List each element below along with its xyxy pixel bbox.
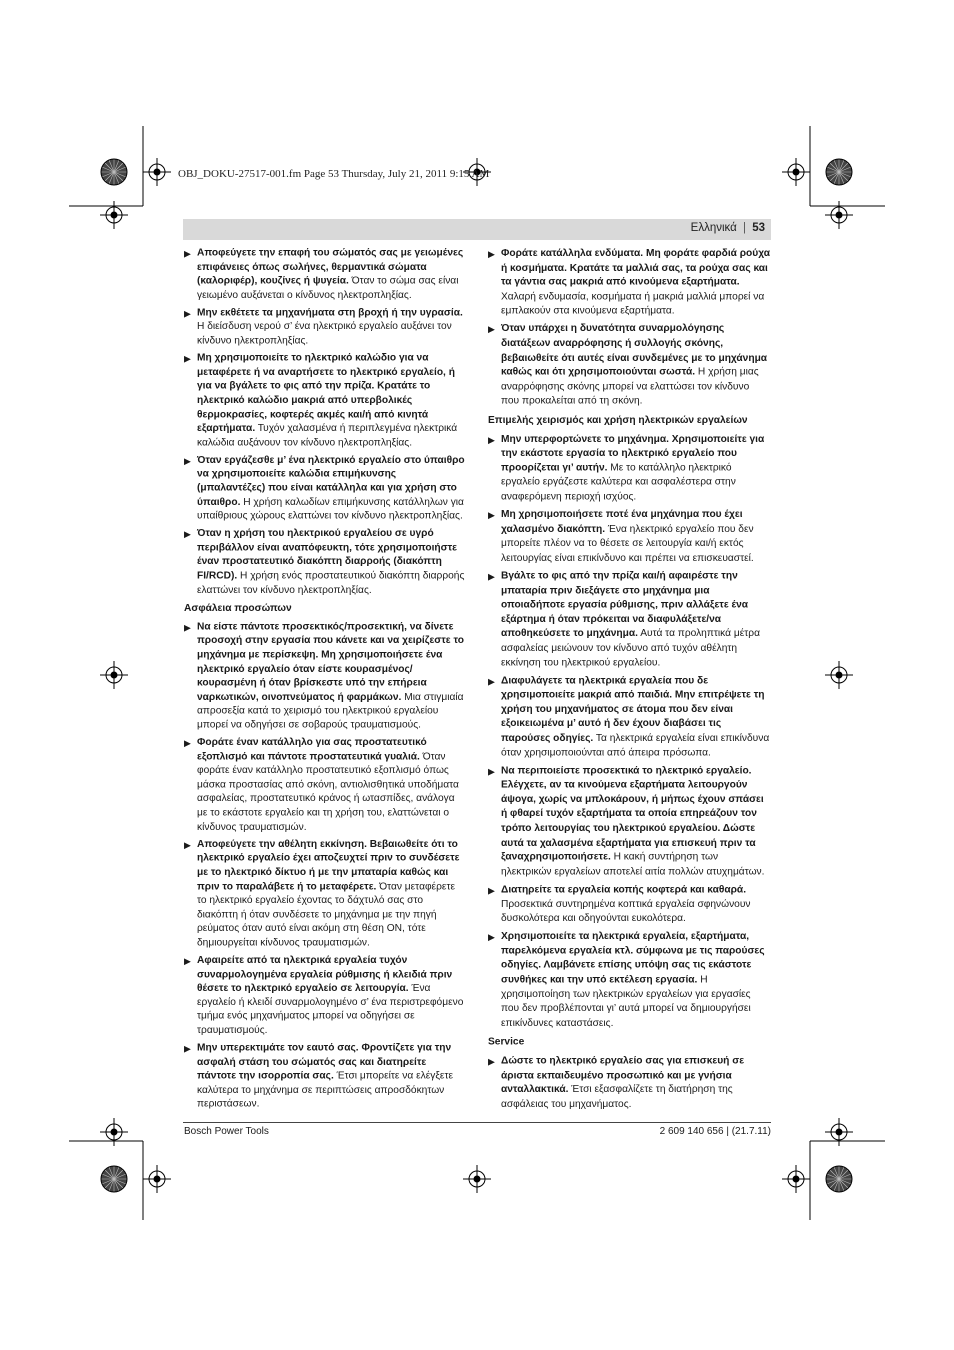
bullet-bold-text: Να περιποιείστε προσεκτικά το ηλεκτρικό εργαλείο. Ελέγχετε, αν τα κινούμενα εξαρτήματα λειτουργούν άψογα, χωρίς να μπλοκάρουν, ή μήπως έχουν σπάσει ή φθαρεί τυχόν εξαρτήματα τα οποία επηρεάζουν τον τρόπο λειτουργίας του ηλεκτρικού εργαλείου. Δώστε αυτά τα χαλασμένα εξαρτήματα για επισκευή πριν τα ξαναχρησιμοποιήσετε.	[501, 765, 764, 863]
bullet-body-text: Η χρήση μιας αναρρόφησης σκόνης μπορεί να ελαττώσει τον κίνδυνο που προκαλείται από τη σκόνη.	[501, 367, 759, 407]
bullet-bold-text: Όταν υπάρχει η δυνατότητα συναρμολόγησης διατάξεων αναρρόφησης ή συλλογής σκόνης, βεβαιωθείτε ότι αυτές είναι συνδεμένες με το μηχάνημα καθώς και ότι χρησιμοποιούνται σωστά.	[501, 323, 768, 378]
safety-bullet	[184, 454, 466, 524]
header-language: Ελληνικά	[690, 222, 737, 234]
safety-bullet	[488, 930, 770, 1031]
bullet-body-text: Όταν το σώμα σας είναι γειωμένο αυξάνεται ο κίνδυνος ηλεκτροπληξίας.	[197, 276, 459, 301]
bullet-body-text: Η κακή συντήρηση των ηλεκτρικών εργαλείων αποτελεί αιτία πολλών ατυχημάτων.	[501, 851, 765, 878]
header-separator: |	[743, 222, 746, 234]
safety-bullet	[488, 1055, 770, 1113]
footer-brand: Bosch Power Tools	[184, 1126, 269, 1137]
bullet-body-text: Ένα ηλεκτρικό εργαλείο που δεν μπορείτε πλέον να το θέσετε σε λειτουργία και/ή εκτός λειτουργίας είναι επικίνδυνο και πρέπει να επισκευαστεί.	[501, 523, 754, 564]
bullet-bold-text: Φοράτε κατάλληλα ενδύματα. Μη φοράτε φαρδιά ρούχα ή κοσμήματα. Κρατάτε τα μαλλιά σας, τα ρούχα σας και τα γάντια σας μακριά από κινούμενα εξαρτήματα.	[501, 247, 770, 288]
bullet-body-text: Προσεκτικά συντηρημένα κοπτικά εργαλεία σφηνώνουν δυσκολότερα και οδηγούνται ευκολότερα.	[501, 898, 751, 925]
bullet-arrow-icon: ▶	[488, 248, 495, 259]
bullet-bold-text: Διατηρείτε τα εργαλεία κοπής κοφτερά και καθαρά.	[501, 884, 747, 896]
bullet-arrow-icon: ▶	[184, 354, 191, 364]
bullet-bold-text: Δώστε το ηλεκτρικό εργαλείο σας για επισκευή σε άριστα εκπαιδευμένο προσωπικό και με γνήσια ανταλλακτικά.	[501, 1055, 745, 1096]
bullet-body-text: Η χρήση ενός προστατευτικού διακόπτη διαρροής ελαττώνει τον κίνδυνο ηλεκτροπληξίας.	[197, 570, 465, 596]
bullet-bold-text: Χρησιμοποιείτε τα ηλεκτρικά εργαλεία, εξαρτήματα, παρελκόμενα εργαλεία κτλ. σύμφωνα με τις παρούσες οδηγίες. Λαμβάνετε επίσης υπόψη σας τις εκάστοτε συνθήκες και την υπό εκτέλεση εργασία.	[501, 931, 765, 986]
bullet-arrow-icon: ▶	[488, 324, 495, 335]
bullet-arrow-icon: ▶	[488, 676, 495, 687]
bullet-arrow-icon: ▶	[488, 766, 495, 777]
bullet-arrow-icon: ▶	[184, 455, 191, 466]
safety-bullet	[184, 352, 466, 450]
section-heading: Επιμελής χειρισμός και χρήση ηλεκτρικών εργαλείων	[488, 415, 748, 427]
section-heading: Service	[488, 1037, 525, 1049]
bullet-bold-text: Διαφυλάγετε τα ηλεκτρικά εργαλεία που δε χρησιμοποιείτε μακριά από παιδιά. Μην επιτρέψετε τη χρήση του μηχανήματος σε άτομα που δεν είναι εξοικειωμένα μ’ αυτό ή δεν έχουν διαβάσει τις παρούσες οδηγίες.	[501, 675, 765, 744]
bullet-bold-text: Όταν εργάζεσθε μ’ ένα ηλεκτρικό εργαλείο στο ύπαιθρο να χρησιμοποιείτε καλώδια επιμήκυνσης (μπαλαντέζες) που είναι κατάλληλα και για χρήση στο ύπαιθρο.	[197, 454, 465, 508]
bullet-body-text: Η χρήση καλωδίων επιμήκυνσης κατάλληλων για υπαίθριους χώρους ελαττώνει τον κίνδυνο ηλεκτροπληξίας.	[197, 497, 464, 522]
footer-doc-number: 2 609 140 656 | (21.7.11)	[659, 1126, 771, 1137]
page-number: 53	[752, 222, 765, 234]
safety-bullet	[184, 307, 466, 349]
bullet-arrow-icon: ▶	[184, 956, 191, 966]
bullet-bold-text: Μην εκθέτετε τα μηχανήματα στη βροχή ή την υγρασία.	[197, 307, 463, 319]
safety-bullet	[184, 1042, 466, 1112]
bullet-body-text: Με το κατάλληλο ηλεκτρικό εργαλείο εργάζεστε καλύτερα και ασφαλέστερα στην αναφερόμενη περιοχή ισχύος.	[501, 462, 736, 503]
bullet-arrow-icon: ▶	[488, 434, 495, 445]
bullet-body-text: Χαλαρή ενδυμασία, κοσμήματα ή μακριά μαλλιά μπορεί να εμπλακούν στα κινούμενα εξαρτήματα.	[501, 291, 765, 317]
left-column	[184, 247, 466, 1116]
right-column	[488, 247, 770, 1116]
bullet-arrow-icon: ▶	[184, 840, 191, 850]
bullet-arrow-icon: ▶	[184, 622, 191, 633]
footer-rule	[183, 1122, 771, 1123]
bullet-bold-text: Φοράτε έναν κατάλληλο για σας προστατευτικό εξοπλισμό και πάντοτε προστατευτικά γυαλιά.	[197, 737, 427, 763]
bullet-bold-text: Να είστε πάντοτε προσεκτικός/προσεκτική, να δίνετε προσοχή στην εργασία που κάνετε και να χειρίζεστε το μηχάνημα με περίσκεψη. Μη χρησιμοποιήσετε ένα ηλεκτρικό εργαλείο όταν είστε κουρασμένος/κουρασμένη ή όταν βρίσκεστε υπό την επήρεια ναρκωτικών, οινοπνεύματος ή φαρμάκων.	[197, 621, 464, 703]
bullet-body-text: Τυχόν χαλασμένα ή περιπλεγμένα ηλεκτρικά καλώδια αυξάνουν τον κίνδυνο ηλεκτροπληξίας.	[197, 423, 458, 449]
bullet-bold-text: Αποφεύγετε την αθέλητη εκκίνηση. Βεβαιωθείτε ότι το ηλεκτρικό εργαλείο έχει αποζευχτεί πριν το συνδέσετε με το ηλεκτρικό δίκτυο ή με την μπαταρία καθώς και πριν το παραλάβετε ή το μεταφέρετε.	[197, 839, 460, 893]
file-slug: OBJ_DOKU-27517-001.fm Page 53 Thursday, July 21, 2011 9:15 AM	[178, 168, 490, 180]
section-heading: Ασφάλεια προσώπων	[184, 603, 292, 615]
safety-bullet	[488, 570, 770, 671]
bullet-arrow-icon: ▶	[184, 248, 191, 259]
bullet-bold-text: Αφαιρείτε από τα ηλεκτρικά εργαλεία τυχόν συναρμολογημένα εργαλεία ρύθμισης ή κλειδιά πριν θέσετε το ηλεκτρικό εργαλείο σε λειτουργία.	[197, 955, 453, 994]
bullet-bold-text: Μην υπερεκτιμάτε τον εαυτό σας. Φροντίζετε για την ασφαλή στάση του σώματός σας και διατηρείτε πάντοτε την ισορροπία σας.	[197, 1042, 452, 1082]
bullet-arrow-icon: ▶	[184, 308, 191, 319]
safety-bullet	[184, 838, 466, 950]
bullet-arrow-icon: ▶	[488, 510, 495, 521]
bullet-body-text: Αυτά τα προληπτικά μέτρα ασφαλείας μειώνουν τον κίνδυνο από τυχόν αθέλητη εκκίνηση του ηλεκτρικού εργαλείου.	[501, 628, 760, 669]
bullet-arrow-icon: ▶	[184, 529, 191, 540]
bullet-arrow-icon: ▶	[488, 932, 495, 943]
safety-bullet	[488, 674, 770, 761]
bullet-arrow-icon: ▶	[488, 1056, 495, 1067]
safety-bullet	[184, 621, 466, 733]
safety-bullet	[488, 247, 770, 319]
bullet-bold-text: Μη χρησιμοποιήσετε ποτέ ένα μηχάνημα που έχει χαλασμένο διακόπτη.	[501, 509, 743, 535]
bullet-body-text: Όταν μεταφέρετε το ηλεκτρικό εργαλείο έχοντας το δάχτυλό σας στο διακόπτη ή όταν συνδέσετε το μηχάνημα με την πηγή ρεύματος όταν αυτό είναι ακόμη στη θέση ON, τότε δημιουργείται κίνδυνος τραυματισμών.	[197, 881, 456, 949]
safety-bullet	[184, 528, 466, 598]
bullet-body-text: Όταν φοράτε έναν κατάλληλο προστατευτικό εξοπλισμό όπως μάσκα προστασίας από σκόνη, αντιολισθητικά υποδήματα ασφαλείας, προστατευτικό κράνος ή ωτασπίδες, ανάλογα με το εκάστοτε εργαλείο και τη χρήση του, ελαττώνεται ο κίνδυνος τραυματισμών.	[197, 751, 459, 833]
bullet-body-text: Η χρησιμοποίηση των ηλεκτρικών εργαλείων για εργασίες που δεν προβλέπονται γι’ αυτά μπορεί να δημιουργήσει επικίνδυνες καταστάσεις.	[501, 974, 751, 1029]
bullet-body-text: Ένα εργαλείο ή κλειδί συναρμολογημένο σ’ ένα περιστρεφόμενο τμήμα ενός μηχανήματος μπορεί να οδηγήσει σε τραυματισμούς.	[197, 983, 464, 1037]
header-text	[691, 222, 765, 234]
bullet-bold-text: Μην υπερφορτώνετε το μηχάνημα. Χρησιμοποιείτε για την εκάστοτε εργασία το ηλεκτρικό εργαλείο που προορίζεται γι’ αυτήν.	[501, 433, 765, 474]
safety-bullet	[488, 764, 770, 880]
bullet-arrow-icon: ▶	[488, 885, 495, 896]
bullet-body-text: Η διείσδυση νερού σ’ ένα ηλεκτρικό εργαλείο αυξάνει τον κίνδυνο ηλεκτροπληξίας.	[197, 321, 452, 347]
bullet-bold-text: Μη χρησιμοποιείτε το ηλεκτρικό καλώδιο για να μεταφέρετε ή να αναρτήσετε το ηλεκτρικό εργαλείο, ή για να βγάλετε το φις από την πρίζα. Κρατάτε το ηλεκτρικό καλώδιο μακριά από υπερβολικές θερμοκρασίες, κοφτερές ακμές και/ή από κινητά εξαρτήματα.	[197, 353, 455, 435]
safety-bullet	[488, 433, 770, 505]
bullet-body-text: Έτσι εξασφαλίζετε τη διατήρηση της ασφάλειας του μηχανήματος.	[501, 1084, 733, 1110]
bullet-arrow-icon: ▶	[184, 1043, 191, 1054]
bullet-body-text: Τα ηλεκτρικά εργαλεία είναι επικίνδυνα όταν χρησιμοποιούνται από άπειρα πρόσωπα.	[501, 732, 770, 759]
bullet-bold-text: Αποφεύγετε την επαφή του σώματός σας με γειωμένες επιφάνειες όπως σωλήνες, θερμαντικά σώματα (καλοριφέρ), κουζίνες ή ψυγεία.	[197, 247, 464, 287]
bullet-body-text: Έτσι μπορείτε να ελέγξετε καλύτερα το μηχάνημα σε περιπτώσεις απροσδόκητων περιστάσεων.	[197, 1070, 454, 1110]
bullet-bold-text: Όταν η χρήση του ηλεκτρικού εργαλείου σε υγρό περιβάλλον είναι αναπόφευκτη, τότε χρησιμοποιήστε έναν προστατευτικό διακόπτη διαρροής (διακόπτη FI/RCD).	[197, 528, 458, 582]
bullet-bold-text: Βγάλτε το φις από την πρίζα και/ή αφαιρέστε την μπαταρία πριν διεξάγετε στο μηχάνημα μια οποιαδήποτε εργασία ρύθμισης, πριν αλλάξετε ένα εξάρτημα ή όταν πρόκειται να διαφυλάξετε/να αποθηκεύσετε το μηχάνημα.	[501, 570, 749, 640]
bullet-body-text: Μια στιγμιαία απροσεξία κατά το χειρισμό του ηλεκτρικού εργαλείου μπορεί να οδηγήσει σε σοβαρούς τραυματισμούς.	[197, 691, 464, 731]
safety-bullet	[488, 323, 770, 410]
page-header	[183, 219, 771, 240]
safety-bullet	[488, 508, 770, 566]
safety-bullet	[488, 883, 770, 926]
bullet-arrow-icon: ▶	[184, 738, 191, 749]
safety-bullet	[184, 954, 466, 1038]
safety-bullet	[184, 247, 466, 303]
bullet-arrow-icon: ▶	[488, 571, 495, 582]
safety-bullet	[184, 737, 466, 835]
